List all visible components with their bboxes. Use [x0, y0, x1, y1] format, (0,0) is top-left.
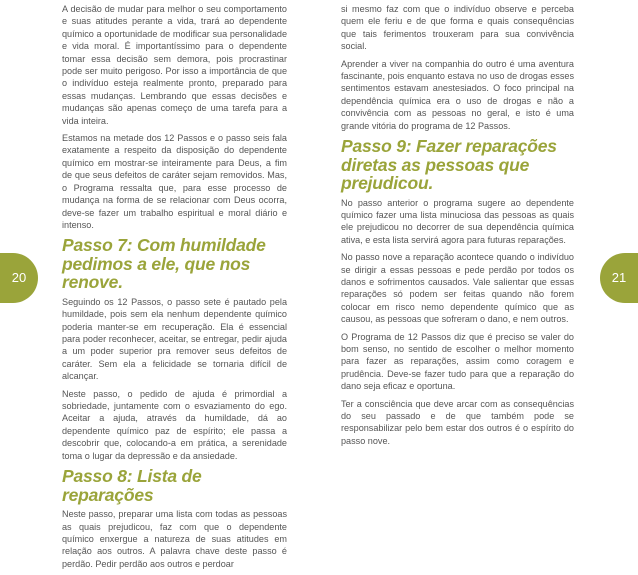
page-number-right: 21 [600, 253, 638, 303]
paragraph: Neste passo, o pedido de ajuda é primordial a sobriedade, juntamente com o esvaziamento do ego. Aceitar a ajuda, através da humildade, dá ao dependente químico paz de espírito; ele passa a descobrir que, colocando-a em prática, a serenidade toma o lugar da depressão e da ansiedade. [62, 388, 287, 461]
paragraph: Seguindo os 12 Passos, o passo sete é pautado pela humildade, pois sem ela nenhum dependente químico poderia manter-se em recuperação. Ela é essencial para poder reconhecer, aceitar, se entregar, pedir ajuda a um poder superior pra remover seus defeitos de caráter. Sem ela a felicidade se tornaria difícil de alcançar. [62, 296, 287, 382]
step-9-heading: Passo 9: Fazer reparações diretas as pessoas que prejudicou. [341, 136, 557, 194]
step-8-heading: Passo 8: Lista de reparações [62, 466, 202, 505]
right-column [341, 3, 574, 452]
paragraph: si mesmo faz com que o indivíduo observe e perceba quem ele feriu e de que forma e quais consequências que tais ferimentos trouxeram para sua convivência social. [341, 4, 574, 52]
paragraph: Neste passo, preparar uma lista com todas as pessoas as quais prejudicou, faz com que o dependente químico enxergue a natureza de suas atitudes em relação aos outros. A palavra chave deste passo é perdão. Pedir perdão aos outros e perdoar [62, 509, 287, 569]
paragraph: Estamos na metade dos 12 Passos e o passo seis fala exatamente a respeito da disposição do dependente químico em mostrar-se inteiramente para Deus, a fim de que seus defeitos de caráter sejam removidos. Mas, o Programa ressalta que, para esse processo de mudança na forma de se relacionar com Deus ocorra, deve-se fazer um trabalho espiritual e moral diário e intenso. [62, 133, 287, 230]
paragraph: A decisão de mudar para melhor o seu comportamento e suas atitudes perante a vida, trará ao dependente químico a oportunidade de modificar sua personalidade e vida moral. É importantíssimo para o dependente tomar essa decisão sem demora, pois procrastinar pode ser muito perigoso. Por isso a importância de que o indivíduo esteja realmente pronto, preparado para essas mudanças. Lembrando que essas decisões e mudanças são apenas começo de uma tarefa para a vida inteira. [62, 4, 287, 126]
step-7-heading: Passo 7: Com humildade pedimos a ele, que nos renove. [62, 235, 266, 293]
paragraph: O Programa de 12 Passos diz que é preciso se valer do bom senso, no sentido de escolher o melhor momento para fazer as reparações, assim como coragem e prudência. Deve-se fazer tudo para que a reparação do dano seja eficaz e oportuna. [341, 331, 574, 392]
paragraph: No passo anterior o programa sugere ao dependente químico fazer uma lista minuciosa das pessoas as quais ele prejudicou no decorrer de sua dependência química ativa, e esta lista servirá agora para futuras reparações. [341, 197, 574, 245]
paragraph: Aprender a viver na companhia do outro é uma aventura fascinante, pois enquanto estava no uso de drogas esses sentimentos estavam anestesiados. O foco principal na dependência química era o uso de drogas e não a convivência com as pessoas no geral, e isto é uma grande vitória do programa de 12 Passos. [341, 58, 574, 131]
page-number-left: 20 [0, 253, 38, 303]
paragraph: No passo nove a reparação acontece quando o indivíduo se dirigir a essas pessoas e pede perdão por todos os danos e sofrimentos causados. Vale salientar que essas reparações só podem ser feitas quando não forem colocar em risco nemo dependente químico que as causou, as pessoas que sofreram o dano, e nem outros. [341, 252, 574, 325]
paragraph: Ter a consciência que deve arcar com as consequências do seu passado e de que também pode se responsabilizar pelo bem estar dos outros é o espírito do passo nove. [341, 398, 574, 446]
left-column [62, 3, 287, 575]
